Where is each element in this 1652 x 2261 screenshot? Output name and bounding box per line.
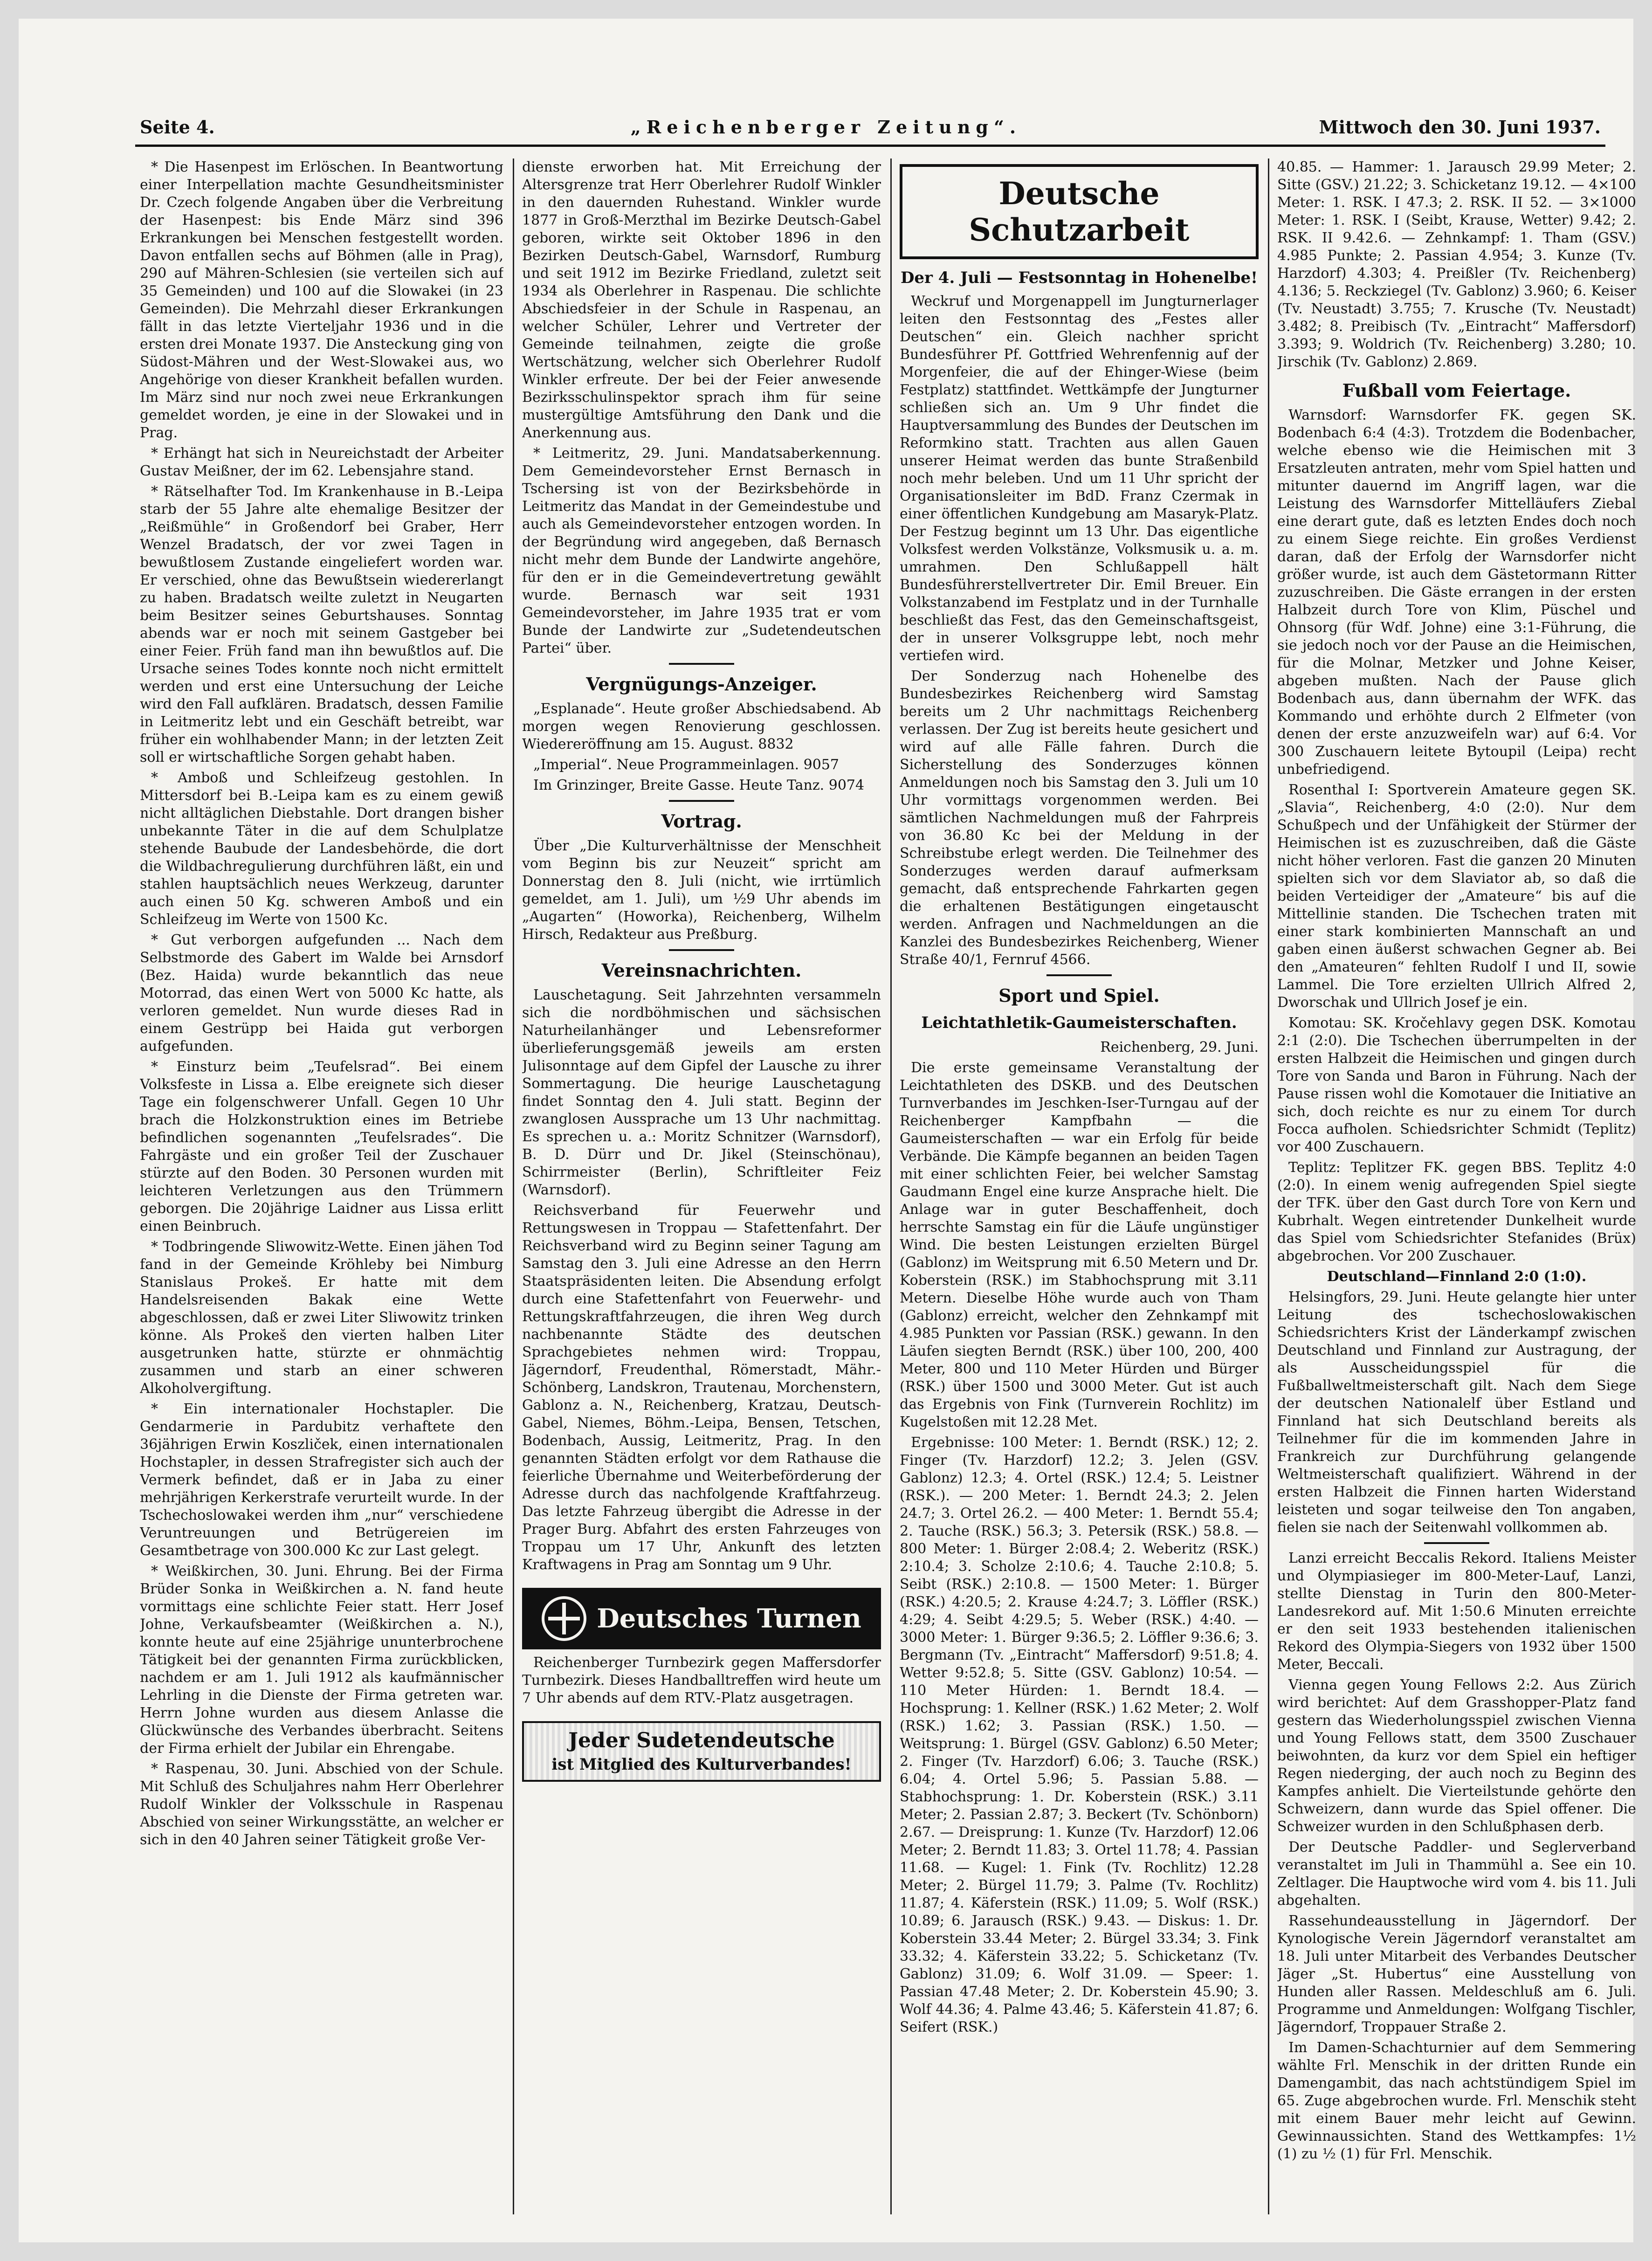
column-divider [513,159,514,2214]
article-raspenau-continued: dienste erworben hat. Mit Erreichung der Altersgrenze trat Herr Oberlehrer Rudolf Winkler in den dauernden Ruhestand. Winkler wurde 1877 in Groß-Merzthal im Bezirke Deutsch-Gabel geboren, wirkte seit Oktober 1896 in den Bezirken Deutsch-Gabel, Warnsdorf, Rumburg und seit 1912 im Bezirke Friedland, zuletzt seit 1934 als Oberlehrer in Raspenau. Die schlichte Abschiedsfeier in der Schule in Raspenau, an welcher Schüler, Lehrer und Vertreter der Gemeinde teilnahmen, zeigte die große Wertschätzung, welcher sich Oberlehrer Rudolf Winkler erfreute. Der bei der Feier anwesende Bezirksschulinspektor sprach ihm für seine mustergültige Amtsführung den Dank und die Anerkennung aus. [522,159,881,441]
article-gut-verborgen: * Gut verborgen aufgefunden ... Nach dem Selbstmorde des Gabert im Walde bei Arnsdorf (Bez. Haida) wurde bekanntlich das neue Motorrad, das einen Wert von 5000 Kc hatte, als verloren gemeldet. Nun wurde dieses Rad in einem Gestrüpp bei Haida gut verborgen aufgefunden. [140,932,503,1055]
article-teufelsrad: * Einsturz beim „Teufelsrad“. Bei einem Volksfeste in Lissa a. Elbe ereignete sich dieser Tage ein folgenschwerer Unfall. Gegen 10 Uhr brach die Holzkonstruktion eines im Betriebe befindlichen sogenannten „Teufelsrades“. Die Fahrgäste und ein großer Teil der Zuschauer stürzte auf den Boden. 30 Personen wurden mit leichteren Verletzungen aus den Trümmern geborgen. Die 20jährige Laidner aus Lissa erlitt einen Beinbruch. [140,1059,503,1234]
article-hochstapler: * Ein internationaler Hochstapler. Die Gendarmerie in Pardubitz verhaftete den 36jährigen Erwin Koszliček, einen internationalen Hochstapler, in dessen Strafregister sich auch der Vermerk befindet, daß er in Jaba zu einer mehrjährigen Kerkerstrafe verurteilt wurde. In der Tschechoslowakei werden ihm „nur“ verschiedene Veruntreuungen und Betrügereien im Gesamtbetrage von 300.000 Kc zur Last gelegt. [140,1401,503,1559]
article-paddler: Der Deutsche Paddler- und Seglerverband veranstaltet im Juli in Thammühl a. See ein 10. Zeltlager. Die Hauptwoche wird vom 4. bis 11. Juli abgehalten. [1277,1839,1636,1909]
column-3 [900,159,1259,2214]
schutzarbeit-title-box: Deutsche Schutzarbeit [900,164,1259,259]
article-festsonntag: Weckruf und Morgenappell im Jungturnerlager leiten den Festsonntag des „Festes aller Deutschen“ ein. Gleich nachher spricht Bundesführer Pf. Gottfried Wehrenfennig auf der Morgenfeier, die auf der Ehinger-Wiese (beim Festplatz) stattfindet. Wettkämpfe der Jungturner schließen sich an. Um 9 Uhr findet die Hauptversammlung des Bundes der Deutschen im Reformkino statt. Trachten aus allen Gauen unserer Heimat werden das bunte Straßenbild noch mehr beleben. Und um 11 Uhr spricht der Organisationsleiter im BdD. Franz Czermak in einer öffentlichen Kundgebung am Masaryk-Platz. Der Festzug beginnt um 13 Uhr. Das eigentliche Volksfest werden Volkstänze, Volksmusik u. a. m. umrahmen. Den Schlußappell hält Bundesführerstellvertreter Dir. Emil Breuer. Ein Volkstanzabend im Festplatz und in der Turnhalle beschließt das Fest, das den Gemeinschaftsgeist, der in unserer Volksgruppe lebt, noch mehr vertiefen wird. [900,293,1259,664]
article-vienna: Vienna gegen Young Fellows 2:2. Aus Zürich wird berichtet: Auf dem Grasshopper-Platz fand gestern das Wiederholungsspiel zwischen Vienna und Young Fellows statt, dem 3500 Zuschauer beiwohnten, da kurz vor dem Spiel ein heftiger Regen niederging, der auch noch zu Beginn des Kampfes anhielt. Die Vierteilstunde gehörte den Schweizern, dann wurde das Spiel offener. Die Schweizer wurden in den Schlußphasen derb. [1277,1677,1636,1835]
section-rule [669,800,734,802]
header-rule [135,145,1605,147]
section-rule [1424,1542,1489,1544]
article-sonderzug: Der Sonderzug nach Hohenelbe des Bundesbezirkes Reichenberg wird Samstag bereits um 2 Uhr nachmittags Reichenberg verlassen. Der Zug ist bereits heute gesichert und wird auf alle Fälle fahren. Durch die Sicherstellung des Sonderzuges können Anmeldungen noch bis Samstag den 3. Juli um 10 Uhr vormittags vorgenommen werden. Bei sämtlichen Nachmeldungen muß der Fahrpreis von 36.80 Kc bei der Meldung in der Schreibstube erlegt werden. Die Teilnehmer des Sonderzuges werden darauf aufmerksam gemacht, daß entsprechende Fahrkarten gegen die erhaltenen Bestätigungen eingetauscht werden. Anfragen und Nachmeldungen an die Kanzlei des Bundesbezirkes Reichenberg, Wiener Straße 40/1, Fernruf 4566. [900,668,1259,968]
results-list: Ergebnisse: 100 Meter: 1. Berndt (RSK.) 12; 2. Finger (Tv. Harzdorf) 12.2; 3. Jelen (GSV. Gablonz) 12.3; 4. Ortel (RSK.) 12.4; 5. Leistner (RSK.). — 200 Meter: 1. Berndt 24.3; 2. Jelen 24.7; 3. Ortel 26.2. — 400 Meter: 1. Berndt 55.4; 2. Tauche (RSK.) 56.3; 3. Petersik (RSK.) 58.8. — 800 Meter: 1. Bürger 2:08.4; 2. Weberitz (RSK.) 2:10.4; 3. Scholze 2:10.6; 4. Tauche 2:10.8; 5. Seibt (RSK.) 2:10.8. — 1500 Meter: 1. Bürger (RSK.) 4:20.5; 2. Krause 4:24.7; 3. Löffler (RSK.) 4:29; 4. Seibt 4:29.5; 5. Weber (RSK.) 4:40. — 3000 Meter: 1. Bürger 9:36.5; 2. Löffler 9:36.6; 3. Bergmann (Tv. „Eintracht“ Maffersdorf) 9:51.8; 4. Wetter 9:52.8; 5. Sitte (GSV. Gablonz) 10:54. — 110 Meter Hürden: 1. Berndt 18.4. — Hochsprung: 1. Kellner (RSK.) 1.62 Meter; 2. Wolf (RSK.) 1.62; 3. Passian (RSK.) 1.50. — Weitsprung: 1. Bürgel (GSV. Gablonz) 6.50 Meter; 2. Finger (Tv. Harzdorf) 6.06; 3. Tauche (RSK.) 6.04; 4. Ortel 5.96; 5. Passian 5.88. — Stabhochsprung: 1. Dr. Koberstein (RSK.) 3.11 Meter; 2. Passian 2.87; 3. Beckert (Tv. Schönborn) 2.67. — Dreisprung: 1. Kunze (Tv. Harzdorf) 12.06 Meter; 2. Berndt 11.83; 3. Ortel 11.78; 4. Passian 11.68. — Kugel: 1. Fink (Tv. Rochlitz) 12.28 Meter; 2. Bürgel 11.79; 3. Palme (Tv. Rochlitz) 11.87; 4. Käferstein (RSK.) 11.09; 5. Wolf (RSK.) 10.89; 6. Jarausch (RSK.) 9.43. — Diskus: 1. Dr. Koberstein 33.44 Meter; 2. Bürgel 33.34; 3. Fink 33.32; 4. Käferstein 33.22; 5. Schicketanz (Tv. Gablonz) 31.09; 6. Wolf 31.09. — Speer: 1. Passian 47.48 Meter; 2. Dr. Koberstein 45.90; 3. Wolf 44.36; 4. Palme 43.46; 5. Käferstein 41.87; 6. Seifert (RSK.) [900,1434,1259,2035]
column-divider [890,159,892,2214]
advert-line-2: ist Mitglied des Kulturverbandes! [551,1755,852,1774]
article-sliwowitz: * Todbringende Sliwowitz-Wette. Einen jähen Tod fand in der Gemeinde Kröhleby bei Nimburg Stanislaus Prokeš. Er hatte mit dem Handelsreisenden Bakak eine Wette abgeschlossen, daß er zwei Liter Sliwowitz trinken könne. Als Prokeš den vierten halben Liter ausgetrunken hatte, stürzte er ohnmächtig zusammen und starb an einer schweren Alkoholvergiftung. [140,1239,503,1397]
section-heading-leichtathletik: Leichtathletik-Gaumeisterschaften. [921,1013,1237,1032]
article-erhaengt: * Erhängt hat sich in Neureichstadt der Arbeiter Gustav Meißner, der im 62. Lebensjahre stand. [140,445,503,479]
article-hasenpest: * Die Hasenpest im Erlöschen. In Beantwortung einer Interpellation machte Gesundheitsminister Dr. Czech folgende Angaben über die Verbreitung der Hasenpest: bis Ende März sind 396 Erkrankungen bei Menschen festgestellt worden. Davon entfallen sechs auf Böhmen (alle in Prag), 290 auf Mähren-Schlesien (sie verteilen sich auf 35 Gemeinden) und 100 auf die Slowakei (in 23 Gemeinden). Die Mehrzahl dieser Erkrankungen fällt in das letzte Vierteljahr 1936 und in die ersten drei Monate 1937. Die Ansteckung ging von Südost-Mähren und der West-Slowakei aus, wo Angehörige von dieser Krankheit befallen wurden. Im März sind nur noch zwei neue Erkrankungen gemeldet worden, je eine in der Slowakei und in Prag. [140,159,503,441]
article-lauschetagung: Lauschetagung. Seit Jahrzehnten versammeln sich die nordböhmischen und sächsischen Naturheilanhänger und Lebensreformer überlieferungsgemäß jeweils am ersten Julisonntage auf dem Gipfel der Lausche zu ihrer Sommertagung. Die heurige Lauschetagung findet Sonntag den 4. Juli statt. Beginn der zwanglosen Aussprache um 13 Uhr nachmittag. Es sprechen u. a.: Moritz Schnitzer (Warnsdorf), B. D. Dürr und Dr. Jikel (Steinschönau), Schirrmeister (Berlin), Schriftleiter Feiz (Warnsdorf). [522,987,881,1198]
turner-cross-icon [542,1596,586,1641]
article-rosenthal: Rosenthal I: Sportverein Amateure gegen SK. „Slavia“, Reichenberg, 4:0 (2:0). Nur dem Schußpech und der Unfähigkeit der Stürmer der Heimischen ist es zuzuschreiben, daß die Gäste nicht höher verloren. Fast die ganzen 20 Minuten spielten sich vor dem Slaviator ab, so daß die beiden Verteidiger der „Amateure“ bis auf die Mittellinie standen. Die Tschechen traten mit einer stark kombinierten Mannschaft an und gaben einen äußerst schwachen Gegner ab. Bei den „Amateuren“ fehlten Rudolf I und II, sowie Lammel. Die Tore erzielten Ullrich Alfred 2, Dworschak und Ullrich Josef je ein. [1277,782,1636,1011]
article-raetselhafter-tod: * Rätselhafter Tod. Im Krankenhause in B.-Leipa starb der 55 Jahre alte ehemalige Besitzer der „Reißmühle“ in Großendorf bei Graber, Herr Wenzel Bradatsch, der vor zwei Tagen in bewußtlosem Zustande eingeliefert worden war. Er verschied, ohne das Bewußtsein wiedererlangt zu haben. Bradatsch weilte zuletzt in Neugarten beim Besitzer seines Geburtshauses. Sonntag abends war er noch mit seinem Gastgeber bei einer Feier. Früh fand man ihn bewußtlos auf. Die Ursache seines Todes konnte noch nicht ermittelt werden und erst eine Untersuchung der Leiche wird den Fall aufklären. Bradatsch, dessen Familie in Leitmeritz lebt und ein Geschäft betreibt, war früher ein wohlhabender Mann; in der letzten Zeit soll er wirtschaftliche Sorgen gehabt haben. [140,483,503,765]
advert-line-1: Jeder Sudetendeutsche [568,1729,835,1752]
article-raspenau: * Raspenau, 30. Juni. Abschied von der Schule. Mit Schluß des Schuljahres nahm Herr Oberlehrer Rudolf Winkler der Volksschule in Raspenau Abschied von seiner Wirkungsstätte, an welcher er sich in den 40 Jahren seiner Tätigkeit große Ver- [140,1761,503,1848]
kulturverband-advert [522,1721,881,1782]
article-amboss: * Amboß und Schleifzeug gestohlen. In Mittersdorf bei B.-Leipa kam es zu einem gewiß nicht alltäglichen Diebstahle. Dort drangen bisher unbekannte Täter in die auf dem Schulplatze stehende Baubude der Landesbehörde, die dort die Wildbachregulierung durchführen läßt, ein und stahlen hauptsächlich neues Werkzeug, darunter auch einen 50 Kg. schweren Amboß und ein Schleifzeug im Werte von 1500 Kc. [140,770,503,928]
deutsches-turnen-banner [522,1588,881,1649]
masthead [19,107,1633,149]
dateline: Reichenberg, 29. Juni. [1100,1039,1259,1055]
section-heading-sport: Sport und Spiel. [998,985,1160,1006]
section-rule [669,949,734,951]
newspaper-page [19,19,1636,2242]
article-schach: Im Damen-Schachturnier auf dem Semmering wählte Frl. Menschik in der dritten Runde ein Damengambit, das nach achtstündigem Spiel im 65. Zuge abgebrochen wurde. Frl. Menschik steht mit einem Bauer mehr leicht auf Gewinn. Gewinnaussichten. Stand des Wettkampfes: 1½ (1) zu ½ (1) für Frl. Menschik. [1277,2040,1636,2162]
section-heading-vortrag: Vortrag. [661,811,742,832]
column-1 [140,159,503,2214]
section-heading-vergnuegungen: Vergnügungs-Anzeiger. [586,674,817,695]
article-gaumeisterschaften: Die erste gemeinsame Veranstaltung der Leichtathleten des DSKB. und des Deutschen Turnverbandes im Jeschken-Iser-Turngau auf der Reichenberger Kampfbahn — die Gaumeisterschaften — war ein Erfolg für beide Verbände. Die Kämpfe begannen an beiden Tagen mit einer schlichten Feier, bei welcher Samstag Gaudmann Engel eine kurze Ansprache hielt. Die Anlage war in guter Beschaffenheit, doch herrschte Samstag ein für die Läufe ungünstiger Wind. Die besten Leistungen erzielten Bürgel (Gablonz) im Weitsprung mit 6.50 Metern und Dr. Koberstein (RSK.) im Stabhochsprung mit 3.11 Metern. Dieselbe Höhe wurde auch von Tham (Gablonz) erreicht, welcher den Zehnkampf mit 4.985 Punkten vor Passian (RSK.) gewann. In den Läufen siegten Berndt (RSK.) über 100, 200, 400 Meter, 800 und 110 Meter Hürden und Bürger (RSK.) über 1500 und 3000 Meter. Gut ist auch das Ergebnis von Fink (Turnverein Rochlitz) im Kugelstoßen mit 12.28 Met. [900,1060,1259,1430]
column-2 [522,159,881,2214]
article-lanzi: Lanzi erreicht Beccalis Rekord. Italiens Meister und Olympiasieger im 800-Meter-Lauf, Lanzi, stellte Dienstag in Turin den 800-Meter-Landesrekord auf. Mit 1:50.6 Minuten erreichte er den seit 1933 bestehenden italienischen Rekord des Olympia-Siegers von 1932 über 1500 Meter, Beccali. [1277,1550,1636,1673]
results-continued: 40.85. — Hammer: 1. Jarausch 29.99 Meter; 2. Sitte (GSV.) 21.22; 3. Schicketanz 19.12. — 4×100 Meter: 1. RSK. I 47.3; 2. RSK. II 52. — 3×1000 Meter: 1. RSK. I (Seibt, Krause, Wetter) 9.42; 2. RSK. II 9.42.6. — Zehnkampf: 1. Tham (GSV.) 4.985 Punkte; 2. Passian 4.954; 3. Kunze (Tv. Harzdorf) 4.303; 4. Preißler (Tv. Reichenberg) 4.136; 5. Reckziegel (Tv. Gablonz) 3.960; 6. Keiser (Tv. Neustadt) 3.755; 7. Krusche (Tv. Neustadt) 3.482; 8. Preibisch (Tv. „Eintracht“ Maffersdorf) 3.393; 9. Woldrich (Tv. Reichenberg) 3.280; 10. Jirschik (Tv. Gablonz) 2.869. [1277,159,1636,370]
article-warnsdorf: Warnsdorf: Warnsdorfer FK. gegen SK. Bodenbach 6:4 (4:3). Trotzdem die Bodenbacher, welche ebenso wie die Heimischen mit 3 Ersatzleuten antraten, mehr vom Spiel hatten und mitunter dauernd im Angriff lagen, war die Leistung des Warnsdorfer Mittelläufers Ziebal eine derart gute, daß es letzten Endes doch noch zu einem Siege reichte. Ein großes Verdienst daran, daß der Erfolg der Warnsdorfer nicht größer wurde, ist auch dem Gästetormann Ritter zuzuschreiben. Die Gäste errangen in der ersten Halbzeit durch Tore von Klim, Püschel und Ohnsorg (für Wdf. Johne) eine 3:1-Führung, die sie jedoch noch vor der Pause an die Heimischen, für die Molnar, Metzker und Johne Keiser, abgeben mußten. Nach der Pause glich Bodenbach aus, dann übernahm der WFK. das Kommando und erhöhte durch 2 Elfmeter (von denen der erste anzuzweifeln war) auf 6:4. Vor 300 Zuschauern leitete Bytoupil (Leipa) recht unbefriedigend. [1277,407,1636,778]
article-handball: Reichenberger Turnbezirk gegen Maffersdorfer Turnbezirk. Dieses Handballtreffen wird heute um 7 Uhr abends auf dem RTV.-Platz ausgetragen. [522,1654,881,1706]
section-rule [669,663,734,665]
article-helsingfors: Helsingfors, 29. Juni. Heute gelangte hier unter Leitung des tschechoslowakischen Schiedsrichters Krist der Länderkampf zwischen Deutschland und Finnland zur Austragung, der als Ausscheidungsspiel für die Fußballweltmeisterschaft gilt. Nach dem Siege der deutschen Nationalelf über Estland und Finnland hat sich Deutschland bereits als Teilnehmer für die im kommenden Jahre in Frankreich zur Durchführung gelangende Weltmeisterschaft qualifiziert. Während in der ersten Halbzeit die Finnen harten Widerstand leisteten und sogar teilweise den Ton angaben, fielen sie nach der Seitenwahl vollkommen ab. [1277,1289,1636,1536]
article-leitmeritz: * Leitmeritz, 29. Juni. Mandatsaberkennung. Dem Gemeindevorsteher Ernst Bernasch in Tschersing ist von der Bezirksbehörde in Leitmeritz das Mandat in der Gemeindestube und auch als Gemeindevorsteher entzogen worden. In der Begründung wird angegeben, daß Bernasch nicht mehr dem Bunde der Landwirte angehöre, für den er in die Gemeindevertretung gewählt wurde. Bernasch war seit 1931 Gemeindevorsteher, im Jahre 1935 trat er vom Bunde der Landwirte zur „Sudetendeutschen Partei“ über. [522,445,881,656]
listing-esplanade: „Esplanade“. Heute großer Abschiedsabend. Ab morgen wegen Renovierung geschlossen. Wiedereröffnung am 15. August. 8832 [522,701,881,752]
column-4 [1277,159,1636,2214]
section-heading-festsonntag: Der 4. Juli — Festsonntag in Hohenelbe! [900,269,1258,287]
section-heading-vereinsnachrichten: Vereinsnachrichten. [601,960,802,981]
listing-imperial: „Imperial“. Neue Programmeinlagen. 9057 [533,757,840,773]
listing-grinzinger: Im Grinzinger, Breite Gasse. Heute Tanz. 9074 [533,777,865,793]
column-divider [1268,159,1269,2214]
section-heading-fussball: Fußball vom Feiertage. [1342,380,1571,401]
section-rule [1046,974,1112,976]
article-vortrag: Über „Die Kulturverhältnisse der Menschheit vom Beginn bis zur Neuzeit“ spricht am Donnerstag den 8. Juli (nicht, wie irrtümlich gemeldet, am 1. Juli), um ½9 Uhr abends im „Augarten“ (Howorka), Reichenberg, Wilhelm Hirsch, Redakteur aus Preßburg. [522,838,881,943]
article-komotau: Komotau: SK. Kročehlavy gegen DSK. Komotau 2:1 (2:0). Die Tschechen überrumpelten in der ersten Halbzeit die Heimischen und gingen durch Tore von Sanda und Baron in Führung. Nach der Pause rissen wohl die Komotauer die Initiative an sich, doch reichte es nur zu einem Tor durch Focca aufholen. Schiedsrichter Schmidt (Teplitz) vor 400 Zuschauern. [1277,1015,1636,1155]
banner-label: Deutsches Turnen [597,1603,861,1634]
article-rassehunde: Rassehundeausstellung in Jägerndorf. Der Kynologische Verein Jägerndorf veranstaltet am 18. Juli unter Mitarbeit des Verbandes Deutscher Jäger „St. Hubertus“ eine Ausstellung von Hunden aller Rassen. Meldeschluß am 6. Juli. Programme und Anmeldungen: Wolfgang Tischler, Jägerndorf, Troppauer Straße 2. [1277,1913,1636,2035]
issue-date: Mittwoch den 30. Juni 1937. [1319,117,1601,138]
article-stafettenfahrt: Reichsverband für Feuerwehr und Rettungswesen in Troppau — Stafettenfahrt. Der Reichsverband wird zu Beginn seiner Tagung am Samstag den 3. Juli eine Adresse an den Herrn Staatspräsidenten leiten. Die Absendung erfolgt durch eine Stafettenfahrt von Feuerwehr- und Rettungskraftfahrzeugen, die ihren Weg durch nachbenannte Städte des deutschen Sprachgebietes nehmen wird: Troppau, Jägerndorf, Freudenthal, Römerstadt, Mähr.-Schönberg, Landskron, Trautenau, Morchenstern, Gablonz a. N., Reichenberg, Kratzau, Deutsch-Gabel, Niemes, Böhm.-Leipa, Bensen, Tetschen, Bodenbach, Aussig, Leitmeritz, Prag. In den genannten Städten erfolgt vor dem Rathause die feierliche Übernahme und Weiterbeförderung der Adresse durch das nachfolgende Kraftfahrzeug. Das letzte Fahrzeug übergibt die Adresse in der Prager Burg. Abfahrt des ersten Fahrzeuges von Troppau um 17 Uhr, Ankunft des letzten Kraftwagens in Prag am Sonntag um 9 Uhr. [522,1202,881,1573]
article-teplitz: Teplitz: Teplitzer FK. gegen BBS. Teplitz 4:0 (2:0). In einem wenig aufregenden Spiel siegte der TFK. über den Gast durch Tore von Kern und Kubrhalt. Wegen eintretender Dunkelheit wurde das Spiel vom Schiedsrichter Stefanides (Brüx) abgebrochen. Vor 200 Zuschauer. [1277,1159,1636,1264]
match-headline: Deutschland—Finnland 2:0 (1:0). [1327,1268,1587,1285]
article-weisskirchen: * Weißkirchen, 30. Juni. Ehrung. Bei der Firma Brüder Sonka in Weißkirchen a. N. fand heute vormittags eine schlichte Feier statt. Herr Josef Johne, Verkaufsbeamter (Weißkirchen a. N.), konnte heute auf eine 25jährige ununterbrochene Tätigkeit bei der genannten Firma zurückblicken, nachdem er am 1. Juli 1912 als kaufmännischer Lehrling in die Dienste der Firma getreten war. Herrn Johne wurden aus diesem Anlasse die Glückwünsche des Verbandes überbracht. Seitens der Firma erhielt der Jubilar ein Ehrengabe. [140,1563,503,1757]
newspaper-title: „Reichenberger Zeitung“. [630,117,1022,138]
page-number: Seite 4. [140,117,215,138]
